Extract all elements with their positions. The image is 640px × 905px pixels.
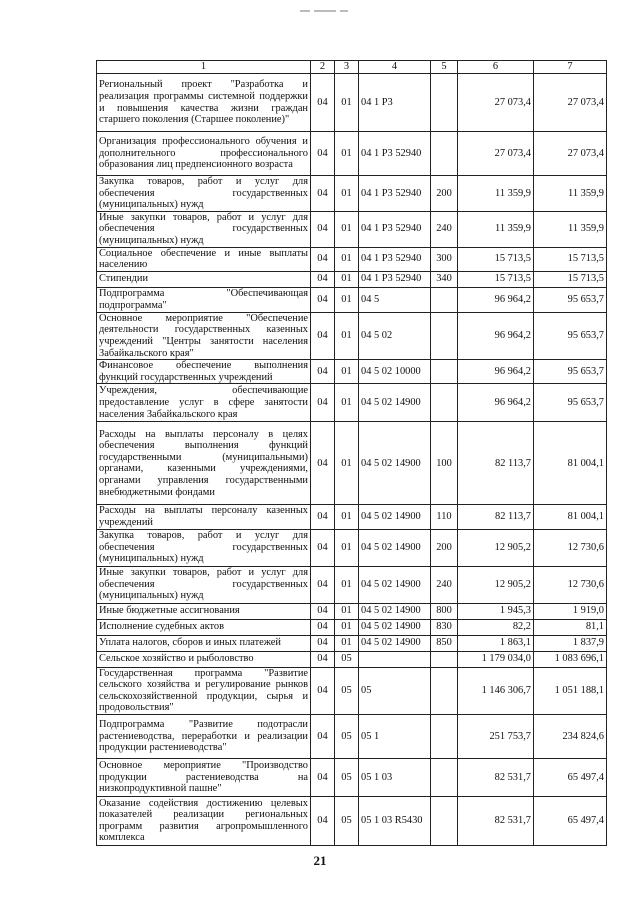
expense-type-code: 240 [431,566,458,603]
amount-column-7: 12 730,6 [534,529,607,566]
target-article-code: 04 5 02 14900 [359,529,431,566]
section-code: 04 [311,714,335,758]
row-name: Иные закупки товаров, работ и услуг для обеспечения государственных (муниципальных) нужд [97,566,311,603]
table-row [97,312,607,359]
subsection-code: 01 [335,422,359,505]
row-name: Исполнение судебных актов [97,619,311,635]
page-number: 21 [313,853,327,868]
row-name: Оказание содействия достижению целевых показателей реализации региональных программ развития агропромышленного комплекса [97,796,311,845]
expense-type-code: 340 [431,271,458,287]
amount-column-6: 251 753,7 [458,714,534,758]
column-header: 4 [359,61,431,74]
section-code: 04 [311,312,335,359]
column-header: 1 [97,61,311,74]
table-row [97,619,607,635]
section-code: 04 [311,74,335,132]
row-name: Уплата налогов, сборов и иных платежей [97,635,311,651]
subsection-code: 01 [335,312,359,359]
subsection-code: 01 [335,635,359,651]
amount-column-6: 82 531,7 [458,758,534,796]
amount-column-6: 15 713,5 [458,271,534,287]
subsection-code: 05 [335,714,359,758]
subsection-code: 05 [335,651,359,667]
amount-column-6: 11 359,9 [458,211,534,247]
row-name: Подпрограмма "Развитие подотрасли растениеводства, переработки и реализации продукции растениеводства" [97,714,311,758]
amount-column-7: 27 073,4 [534,74,607,132]
amount-column-7: 65 497,4 [534,796,607,845]
target-article-code: 04 1 Р3 52940 [359,247,431,271]
column-header: 2 [311,61,335,74]
budget-table [96,60,607,846]
row-name: Сельское хозяйство и рыболовство [97,651,311,667]
row-name: Региональный проект "Разработка и реализация программы системной поддержки и повышения качества жизни граждан старшего поколения (Старшее поколение)" [97,74,311,132]
subsection-code: 01 [335,247,359,271]
section-code: 04 [311,211,335,247]
column-header: 7 [534,61,607,74]
amount-column-6: 15 713,5 [458,247,534,271]
section-code: 04 [311,619,335,635]
target-article-code: 04 1 Р3 52940 [359,211,431,247]
expense-type-code: 200 [431,529,458,566]
row-name: Расходы на выплаты персоналу казенных учреждений [97,505,311,529]
amount-column-7: 1 083 696,1 [534,651,607,667]
row-name: Иные бюджетные ассигнования [97,603,311,619]
expense-type-code [431,132,458,176]
section-code: 04 [311,667,335,714]
column-header: 3 [335,61,359,74]
amount-column-6: 12 905,2 [458,566,534,603]
section-code: 04 [311,132,335,176]
amount-column-6: 82 531,7 [458,796,534,845]
expense-type-code [431,74,458,132]
expense-type-code: 830 [431,619,458,635]
table-row [97,211,607,247]
amount-column-6: 12 905,2 [458,529,534,566]
amount-column-7: 81,1 [534,619,607,635]
subsection-code: 01 [335,211,359,247]
amount-column-6: 96 964,2 [458,384,534,422]
expense-type-code [431,796,458,845]
amount-column-6: 82 113,7 [458,422,534,505]
section-code: 04 [311,635,335,651]
amount-column-7: 15 713,5 [534,247,607,271]
row-name: Основное мероприятие "Обеспечение деятельности государственных казенных учреждений "Центры занятости населения Забайкальского края" [97,312,311,359]
section-code: 04 [311,651,335,667]
target-article-code: 05 1 03 R5430 [359,796,431,845]
amount-column-6: 1 945,3 [458,603,534,619]
section-code: 04 [311,271,335,287]
amount-column-7: 81 004,1 [534,422,607,505]
target-article-code: 04 5 02 14900 [359,603,431,619]
amount-column-6: 1 146 306,7 [458,667,534,714]
table-row [97,384,607,422]
amount-column-7: 1 837,9 [534,635,607,651]
section-code: 04 [311,529,335,566]
row-name: Учреждения, обеспечивающие предоставление услуг в сфере занятости населения Забайкальского края [97,384,311,422]
section-code: 04 [311,796,335,845]
row-name: Социальное обеспечение и иные выплаты населению [97,247,311,271]
table-row [97,247,607,271]
expense-type-code: 850 [431,635,458,651]
subsection-code: 05 [335,667,359,714]
section-code: 04 [311,384,335,422]
amount-column-7: 95 653,7 [534,312,607,359]
subsection-code: 01 [335,271,359,287]
target-article-code [359,651,431,667]
amount-column-7: 1 051 188,1 [534,667,607,714]
target-article-code: 04 5 [359,287,431,312]
subsection-code: 01 [335,74,359,132]
expense-type-code [431,312,458,359]
amount-column-7: 234 824,6 [534,714,607,758]
column-header: 5 [431,61,458,74]
table-row [97,651,607,667]
expense-type-code: 110 [431,505,458,529]
amount-column-7: 11 359,9 [534,211,607,247]
table-row [97,287,607,312]
expense-type-code [431,287,458,312]
expense-type-code: 240 [431,211,458,247]
row-name: Подпрограмма "Обеспечивающая подпрограмма" [97,287,311,312]
target-article-code: 04 5 02 14900 [359,505,431,529]
subsection-code: 01 [335,529,359,566]
row-name: Расходы на выплаты персоналу в целях обеспечения выполнения функций государственными (муниципальными) органами, казенными учреждениями, органами управления государственными внебюджетными фондами [97,422,311,505]
target-article-code: 04 5 02 10000 [359,360,431,384]
subsection-code: 05 [335,796,359,845]
target-article-code: 05 [359,667,431,714]
expense-type-code [431,714,458,758]
table-row [97,566,607,603]
amount-column-6: 96 964,2 [458,360,534,384]
table-row [97,714,607,758]
target-article-code: 04 5 02 14900 [359,422,431,505]
amount-column-6: 96 964,2 [458,287,534,312]
table-row [97,758,607,796]
table-row [97,271,607,287]
table-row [97,603,607,619]
table-row [97,796,607,845]
subsection-code: 01 [335,619,359,635]
table-row [97,176,607,212]
amount-column-6: 27 073,4 [458,74,534,132]
section-code: 04 [311,505,335,529]
row-name: Финансовое обеспечение выполнения функций государственных учреждений [97,360,311,384]
subsection-code: 01 [335,384,359,422]
expense-type-code: 300 [431,247,458,271]
row-name: Основное мероприятие "Производство продукции растениеводства на низкопродуктивной пашне" [97,758,311,796]
subsection-code: 01 [335,132,359,176]
table-row [97,635,607,651]
table-header-row [97,61,607,74]
amount-column-7: 65 497,4 [534,758,607,796]
target-article-code: 04 5 02 14900 [359,635,431,651]
amount-column-6: 1 863,1 [458,635,534,651]
amount-column-7: 95 653,7 [534,360,607,384]
amount-column-7: 95 653,7 [534,287,607,312]
section-code: 04 [311,566,335,603]
amount-column-7: 1 919,0 [534,603,607,619]
row-name: Стипендии [97,271,311,287]
column-header: 6 [458,61,534,74]
amount-column-7: 12 730,6 [534,566,607,603]
table-row [97,422,607,505]
expense-type-code [431,758,458,796]
target-article-code: 04 5 02 14900 [359,619,431,635]
table-row [97,505,607,529]
subsection-code: 01 [335,176,359,212]
target-article-code: 04 5 02 14900 [359,384,431,422]
table-row [97,74,607,132]
section-code: 04 [311,422,335,505]
subsection-code: 01 [335,603,359,619]
amount-column-7: 15 713,5 [534,271,607,287]
target-article-code: 04 5 02 [359,312,431,359]
amount-column-7: 95 653,7 [534,384,607,422]
subsection-code: 01 [335,566,359,603]
expense-type-code: 200 [431,176,458,212]
amount-column-6: 27 073,4 [458,132,534,176]
target-article-code: 05 1 03 [359,758,431,796]
subsection-code: 01 [335,360,359,384]
section-code: 04 [311,758,335,796]
amount-column-6: 82,2 [458,619,534,635]
subsection-code: 05 [335,758,359,796]
amount-column-6: 96 964,2 [458,312,534,359]
target-article-code: 04 1 Р3 [359,74,431,132]
section-code: 04 [311,247,335,271]
amount-column-7: 81 004,1 [534,505,607,529]
expense-type-code: 800 [431,603,458,619]
table-row [97,132,607,176]
amount-column-6: 82 113,7 [458,505,534,529]
expense-type-code: 100 [431,422,458,505]
row-name: Государственная программа "Развитие сельского хозяйства и регулирование рынков сельскохозяйственной продукции, сырья и продовольствия" [97,667,311,714]
expense-type-code [431,651,458,667]
row-name: Иные закупки товаров, работ и услуг для обеспечения государственных (муниципальных) нужд [97,211,311,247]
row-name: Организация профессионального обучения и дополнительного профессионального образования лиц предпенсионного возраста [97,132,311,176]
target-article-code: 04 1 Р3 52940 [359,176,431,212]
expense-type-code [431,667,458,714]
expense-type-code [431,384,458,422]
amount-column-7: 11 359,9 [534,176,607,212]
row-name: Закупка товаров, работ и услуг для обеспечения государственных (муниципальных) нужд [97,529,311,566]
table-row [97,667,607,714]
section-code: 04 [311,176,335,212]
target-article-code: 04 1 Р3 52940 [359,271,431,287]
target-article-code: 04 1 Р3 52940 [359,132,431,176]
subsection-code: 01 [335,505,359,529]
amount-column-6: 1 179 034,0 [458,651,534,667]
table-row [97,360,607,384]
section-code: 04 [311,287,335,312]
target-article-code: 05 1 [359,714,431,758]
section-code: 04 [311,360,335,384]
amount-column-7: 27 073,4 [534,132,607,176]
section-code: 04 [311,603,335,619]
amount-column-6: 11 359,9 [458,176,534,212]
row-name: Закупка товаров, работ и услуг для обеспечения государственных (муниципальных) нужд [97,176,311,212]
table-row [97,529,607,566]
subsection-code: 01 [335,287,359,312]
target-article-code: 04 5 02 14900 [359,566,431,603]
expense-type-code [431,360,458,384]
scan-artifact [300,2,370,6]
